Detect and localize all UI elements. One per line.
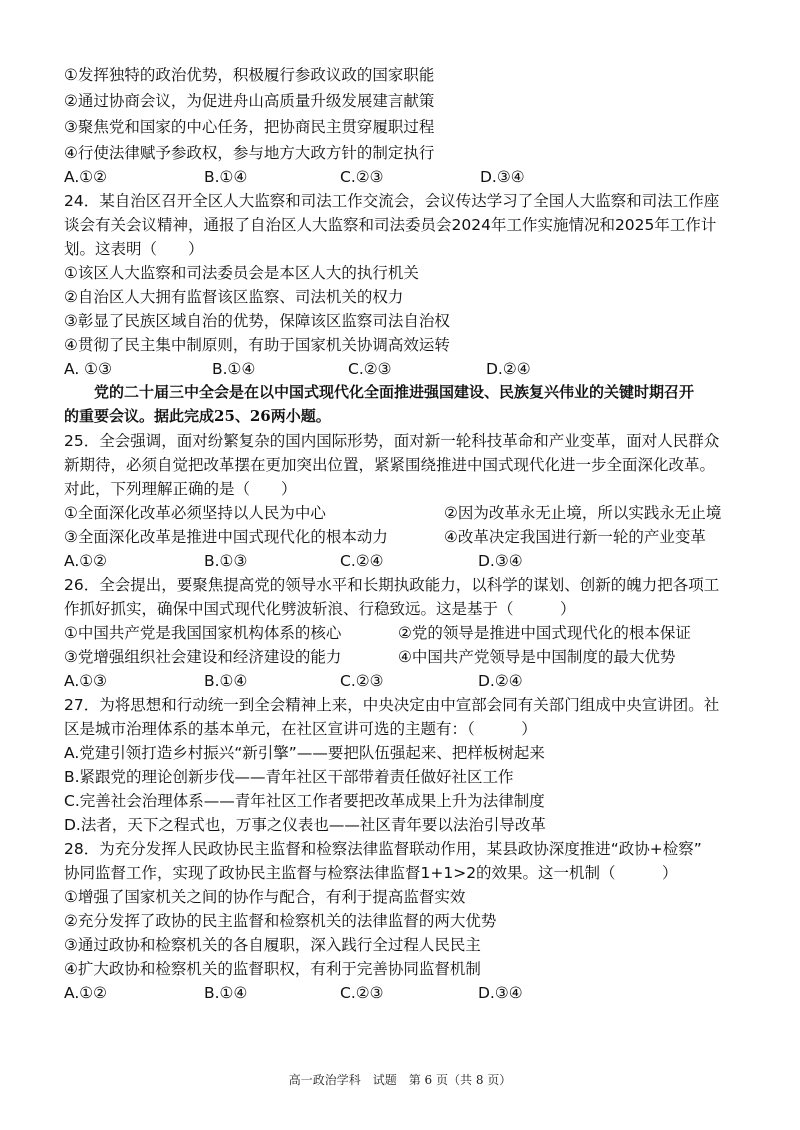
q23-option-b: B.①④ <box>204 168 248 186</box>
q26-stem-1: 26．全会提出，要聚焦提高党的领导水平和长期执政能力，以科学的谋划、创新的魄力把各项工 <box>64 576 720 594</box>
intro-line-1: 党的二十届三中全会是在以中国式现代化全面推进强国建设、民族复兴伟业的关键时期召开 <box>94 383 695 401</box>
q25-item-4: ④改革决定我国进行新一轮的产业变革 <box>444 528 706 546</box>
q28-item-4: ④扩大政协和检察机关的监督职权，有利于完善协同监督机制 <box>64 960 481 978</box>
q25-option-a: A.①② <box>64 552 108 570</box>
q24-stem-3: 划。这表明（ ） <box>64 240 204 258</box>
q26-stem-2: 作抓好抓实，确保中国式现代化劈波斩浪、行稳致远。这是基于（ ） <box>64 600 576 618</box>
q26-item-4: ④中国共产党领导是中国制度的最大优势 <box>398 648 676 666</box>
q25-option-d: D.③④ <box>478 552 523 570</box>
q24-option-c: C.②③ <box>348 360 392 378</box>
q25-option-b: B.①③ <box>204 552 248 570</box>
q26-option-b: B.①④ <box>204 672 248 690</box>
q24-item-4: ④贯彻了民主集中制原则，有助于国家机关协调高效运转 <box>64 336 450 354</box>
q27-option-a: A.党建引领打造乡村振兴“新引擎”——要把队伍强起来、把样板树起来 <box>64 744 545 762</box>
q24-option-b: B.①④ <box>212 360 256 378</box>
intro-line-2: 的重要会议。据此完成25、26两小题。 <box>64 407 331 425</box>
q28-item-1: ①增强了国家机关之间的协作与配合，有利于提高监督实效 <box>64 888 466 906</box>
q28-option-d: D.③④ <box>478 984 523 1002</box>
q24-option-d: D.②④ <box>486 360 531 378</box>
q25-stem-1: 25．全会强调，面对纷繁复杂的国内国际形势，面对新一轮科技革命和产业变革，面对人民群众 <box>64 432 720 450</box>
page-footer: 高一政治学科 试题 第 6 页（共 8 页） <box>288 1073 512 1087</box>
q25-item-1: ①全面深化改革必须坚持以人民为中心 <box>64 504 326 522</box>
q26-option-d: D.②④ <box>478 672 523 690</box>
q24-item-1: ①该区人大监察和司法委员会是本区人大的执行机关 <box>64 264 419 282</box>
q27-option-c: C.完善社会治理体系——青年社区工作者要把改革成果上升为法律制度 <box>64 792 545 810</box>
q23-item-2: ②通过协商会议，为促进舟山高质量升级发展建言献策 <box>64 92 435 110</box>
q23-item-3: ③聚焦党和国家的中心任务，把协商民主贯穿履职过程 <box>64 118 435 136</box>
q25-stem-3: 对此，下列理解正确的是（ ） <box>64 480 297 498</box>
q27-option-b: B.紧跟党的理论创新步伐——青年社区干部带着责任做好社区工作 <box>64 768 514 786</box>
q27-stem-2: 区是城市治理体系的基本单元，在社区宣讲可选的主题有：（ ） <box>64 720 537 738</box>
q26-option-a: A.①③ <box>64 672 108 690</box>
q28-item-2: ②充分发挥了政协的民主监督和检察机关的法律监督的两大优势 <box>64 912 497 930</box>
q28-stem-1: 28．为充分发挥人民政协民主监督和检察法律监督联动作用，某县政协深度推进“政协+检察” <box>64 840 702 858</box>
q24-stem-2: 谈会有关会议精神，通报了自治区人大监察和司法委员会2024年工作实施情况和2025年工作计 <box>64 216 717 234</box>
q28-option-c: C.②③ <box>340 984 384 1002</box>
q25-option-c: C.②④ <box>340 552 384 570</box>
q25-item-2: ②因为改革永无止境，所以实践永无止境 <box>444 504 722 522</box>
q28-option-a: A.①② <box>64 984 108 1002</box>
q23-item-4: ④行使法律赋予参政权，参与地方大政方针的制定执行 <box>64 144 435 162</box>
q26-item-2: ②党的领导是推进中国式现代化的根本保证 <box>398 624 691 642</box>
q26-item-1: ①中国共产党是我国国家机构体系的核心 <box>64 624 342 642</box>
q26-item-3: ③党增强组织社会建设和经济建设的能力 <box>64 648 342 666</box>
q28-item-3: ③通过政协和检察机关的各自履职，深入践行全过程人民民主 <box>64 936 481 954</box>
q24-item-3: ③彰显了民族区域自治的优势，保障该区监察司法自治权 <box>64 312 450 330</box>
q24-option-a: A. ①③ <box>64 360 112 378</box>
q25-stem-2: 新期待，必须自觉把改革摆在更加突出位置，紧紧围绕推进中国式现代化进一步全面深化改革。 <box>64 456 716 474</box>
q28-stem-2: 协同监督工作，实现了政协民主监督与检察法律监督1+1>2的效果。这一机制（ ） <box>64 864 678 882</box>
q23-option-a: A.①② <box>64 168 108 186</box>
q27-option-d: D.法者，天下之程式也，万事之仪表也——社区青年要以法治引导改革 <box>64 816 546 834</box>
q23-item-1: ①发挥独特的政治优势，积极履行参政议政的国家职能 <box>64 66 435 84</box>
q23-option-d: D.③④ <box>480 168 525 186</box>
q27-stem-1: 27．为将思想和行动统一到全会精神上来，中央决定由中宣部会同有关部门组成中央宣讲团。社 <box>64 696 720 714</box>
q24-stem-1: 24．某自治区召开全区人大监察和司法工作交流会，会议传达学习了全国人大监察和司法工作座 <box>64 192 720 210</box>
q25-item-3: ③全面深化改革是推进中国式现代化的根本动力 <box>64 528 388 546</box>
q28-option-b: B.①④ <box>204 984 248 1002</box>
q26-option-c: C.②③ <box>340 672 384 690</box>
q23-option-c: C.②③ <box>340 168 384 186</box>
q24-item-2: ②自治区人大拥有监督该区监察、司法机关的权力 <box>64 288 404 306</box>
